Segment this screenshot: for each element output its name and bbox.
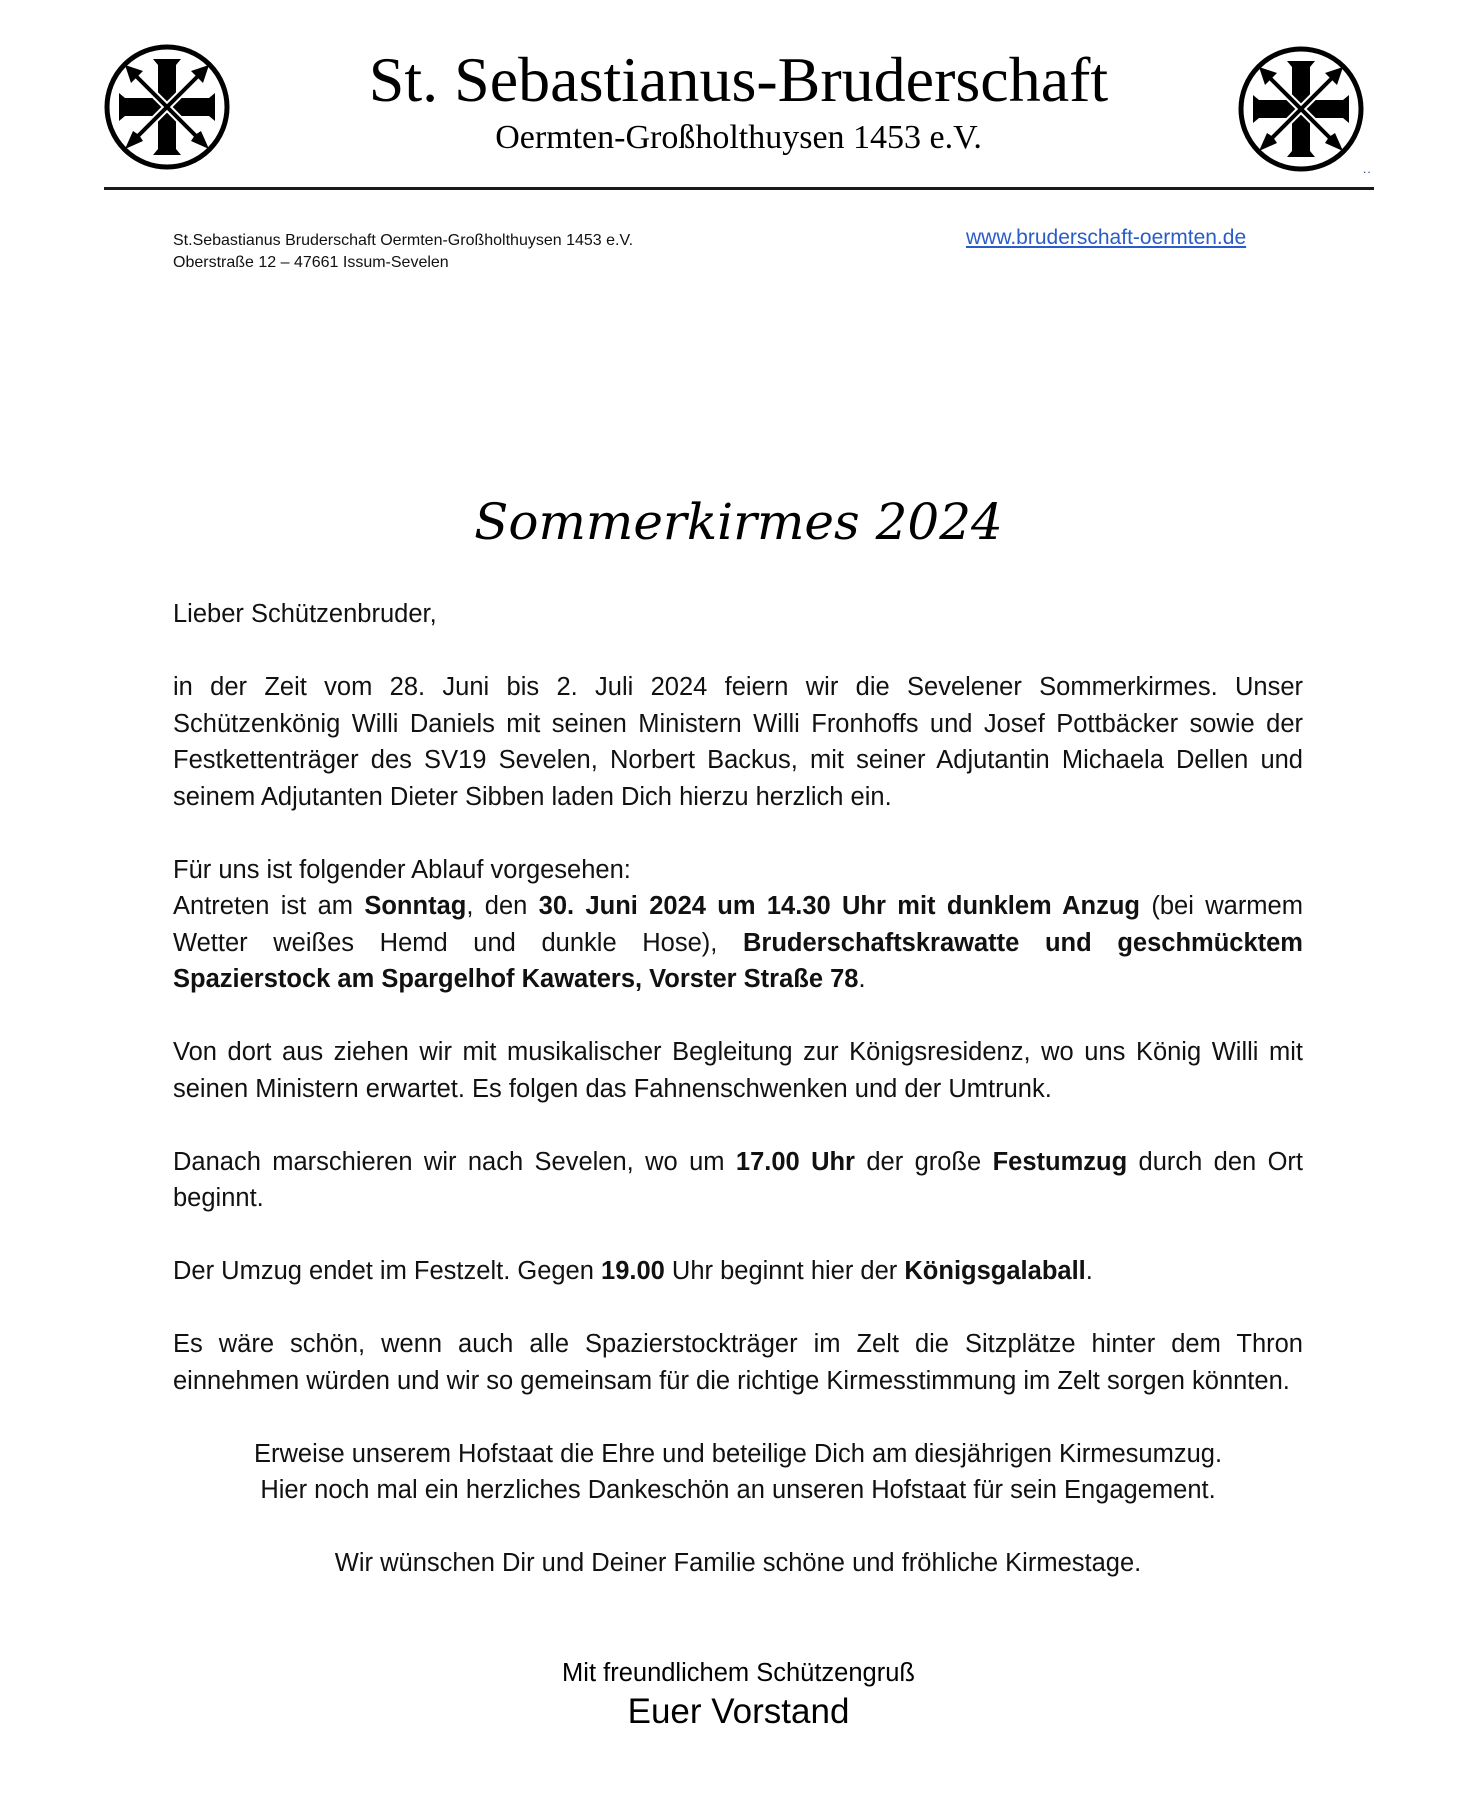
parade-paragraph bbox=[173, 1144, 1303, 1217]
appeal-line-1: Erweise unserem Hofstaat die Ehre und beteilige Dich am diesjährigen Kirmesumzug. bbox=[253, 1439, 1223, 1468]
ball-text: Uhr beginnt hier der bbox=[664, 1257, 905, 1285]
signature: Euer Vorstand bbox=[627, 1692, 850, 1731]
website-link[interactable]: www.bruderschaft-oermten.de bbox=[966, 226, 1247, 249]
parade-time: 17.00 Uhr bbox=[735, 1147, 855, 1176]
wishes-paragraph: Wir wünschen Dir und Deiner Familie schöne und fröhliche Kirmestage. bbox=[334, 1549, 1142, 1577]
appeal-paragraph bbox=[173, 1436, 1303, 1509]
ball-time: 19.00 bbox=[601, 1257, 665, 1285]
seating-paragraph: Es wäre schön, wenn auch alle Spazierstockträger im Zelt die Sitzplätze hinter dem Thron einnehmen würden und wir so gemeinsam für die richtige Kirmesstimmung im Zelt sorgen könnten. bbox=[173, 1330, 1303, 1395]
appeal-line-2: Hier noch mal ein herzliches Dankeschön an unseren Hofstaat für sein Engagement. bbox=[260, 1476, 1216, 1504]
schedule-text: , den bbox=[466, 892, 539, 920]
schedule-text: Antreten ist am bbox=[173, 892, 365, 920]
organization-name: St. Sebastianus-Bruderschaft bbox=[368, 44, 1109, 115]
schedule-text: . bbox=[858, 965, 866, 993]
salutation: Lieber Schützenbruder, bbox=[173, 600, 437, 628]
procession-paragraph: Von dort aus ziehen wir mit musikalischer Begleitung zur Königsresidenz, wo uns König Willi mit seinen Ministern erwartet. Es folgen das Fahnenschwenken und der Umtrunk. bbox=[173, 1038, 1303, 1103]
ball-text: . bbox=[1085, 1257, 1093, 1285]
closing-greeting: Mit freundlichem Schützengruß bbox=[562, 1659, 915, 1687]
schedule-day: Sonntag bbox=[364, 892, 467, 920]
schedule-location: Bruderschaftskrawatte und geschmücktem Spazierstock am Spargelhof Kawaters, Vorster Straße 78 bbox=[173, 928, 1303, 993]
ball-text: Der Umzug endet im Festzelt. Gegen bbox=[173, 1257, 602, 1285]
ball-event: Königsgalaball bbox=[904, 1257, 1086, 1285]
parade-event: Festumzug bbox=[992, 1147, 1128, 1176]
parade-text: der große bbox=[854, 1147, 993, 1176]
intro-paragraph: in der Zeit vom 28. Juni bis 2. Juli 2024 feiern wir die Sevelener Sommerkirmes. Unser Schützenkönig Willi Daniels mit seinen Ministern Willi Fronhoffs und Josef Pottbäcker sowie der Festkettenträger des SV19 Sevelen, Norbert Backus, mit seiner Adjutantin Michaela Dellen und seinem Adjutanten Dieter Sibben laden Dich hierzu herzlich ein. bbox=[173, 673, 1303, 811]
document-title: Sommerkirmes 2024 bbox=[474, 493, 1003, 551]
sender-address bbox=[173, 230, 633, 274]
header-marker: .. bbox=[1363, 162, 1372, 176]
schedule-datetime: 30. Juni 2024 um 14.30 Uhr mit dunklem Anzug bbox=[538, 892, 1141, 920]
sender-line-1: St.Sebastianus Bruderschaft Oermten-Großholthuysen 1453 e.V. bbox=[173, 232, 634, 249]
schedule-intro: Für uns ist folgender Ablauf vorgesehen: bbox=[173, 855, 631, 884]
closing bbox=[0, 1655, 1477, 1733]
parade-text: durch den Ort beginnt. bbox=[173, 1147, 1303, 1212]
parade-text: Danach marschieren wir nach Sevelen, wo um bbox=[173, 1147, 736, 1176]
schedule-text: (bei warmem Wetter weißes Hemd und dunkle Hose), bbox=[173, 892, 1303, 957]
ball-paragraph bbox=[173, 1253, 1303, 1290]
schedule-paragraph bbox=[173, 852, 1303, 998]
header-divider bbox=[104, 187, 1374, 190]
organization-subtitle: Oermten-Großholthuysen 1453 e.V. bbox=[495, 119, 982, 156]
sender-line-2: Oberstraße 12 – 47661 Issum-Sevelen bbox=[173, 254, 449, 271]
letter-body bbox=[173, 596, 1303, 1618]
